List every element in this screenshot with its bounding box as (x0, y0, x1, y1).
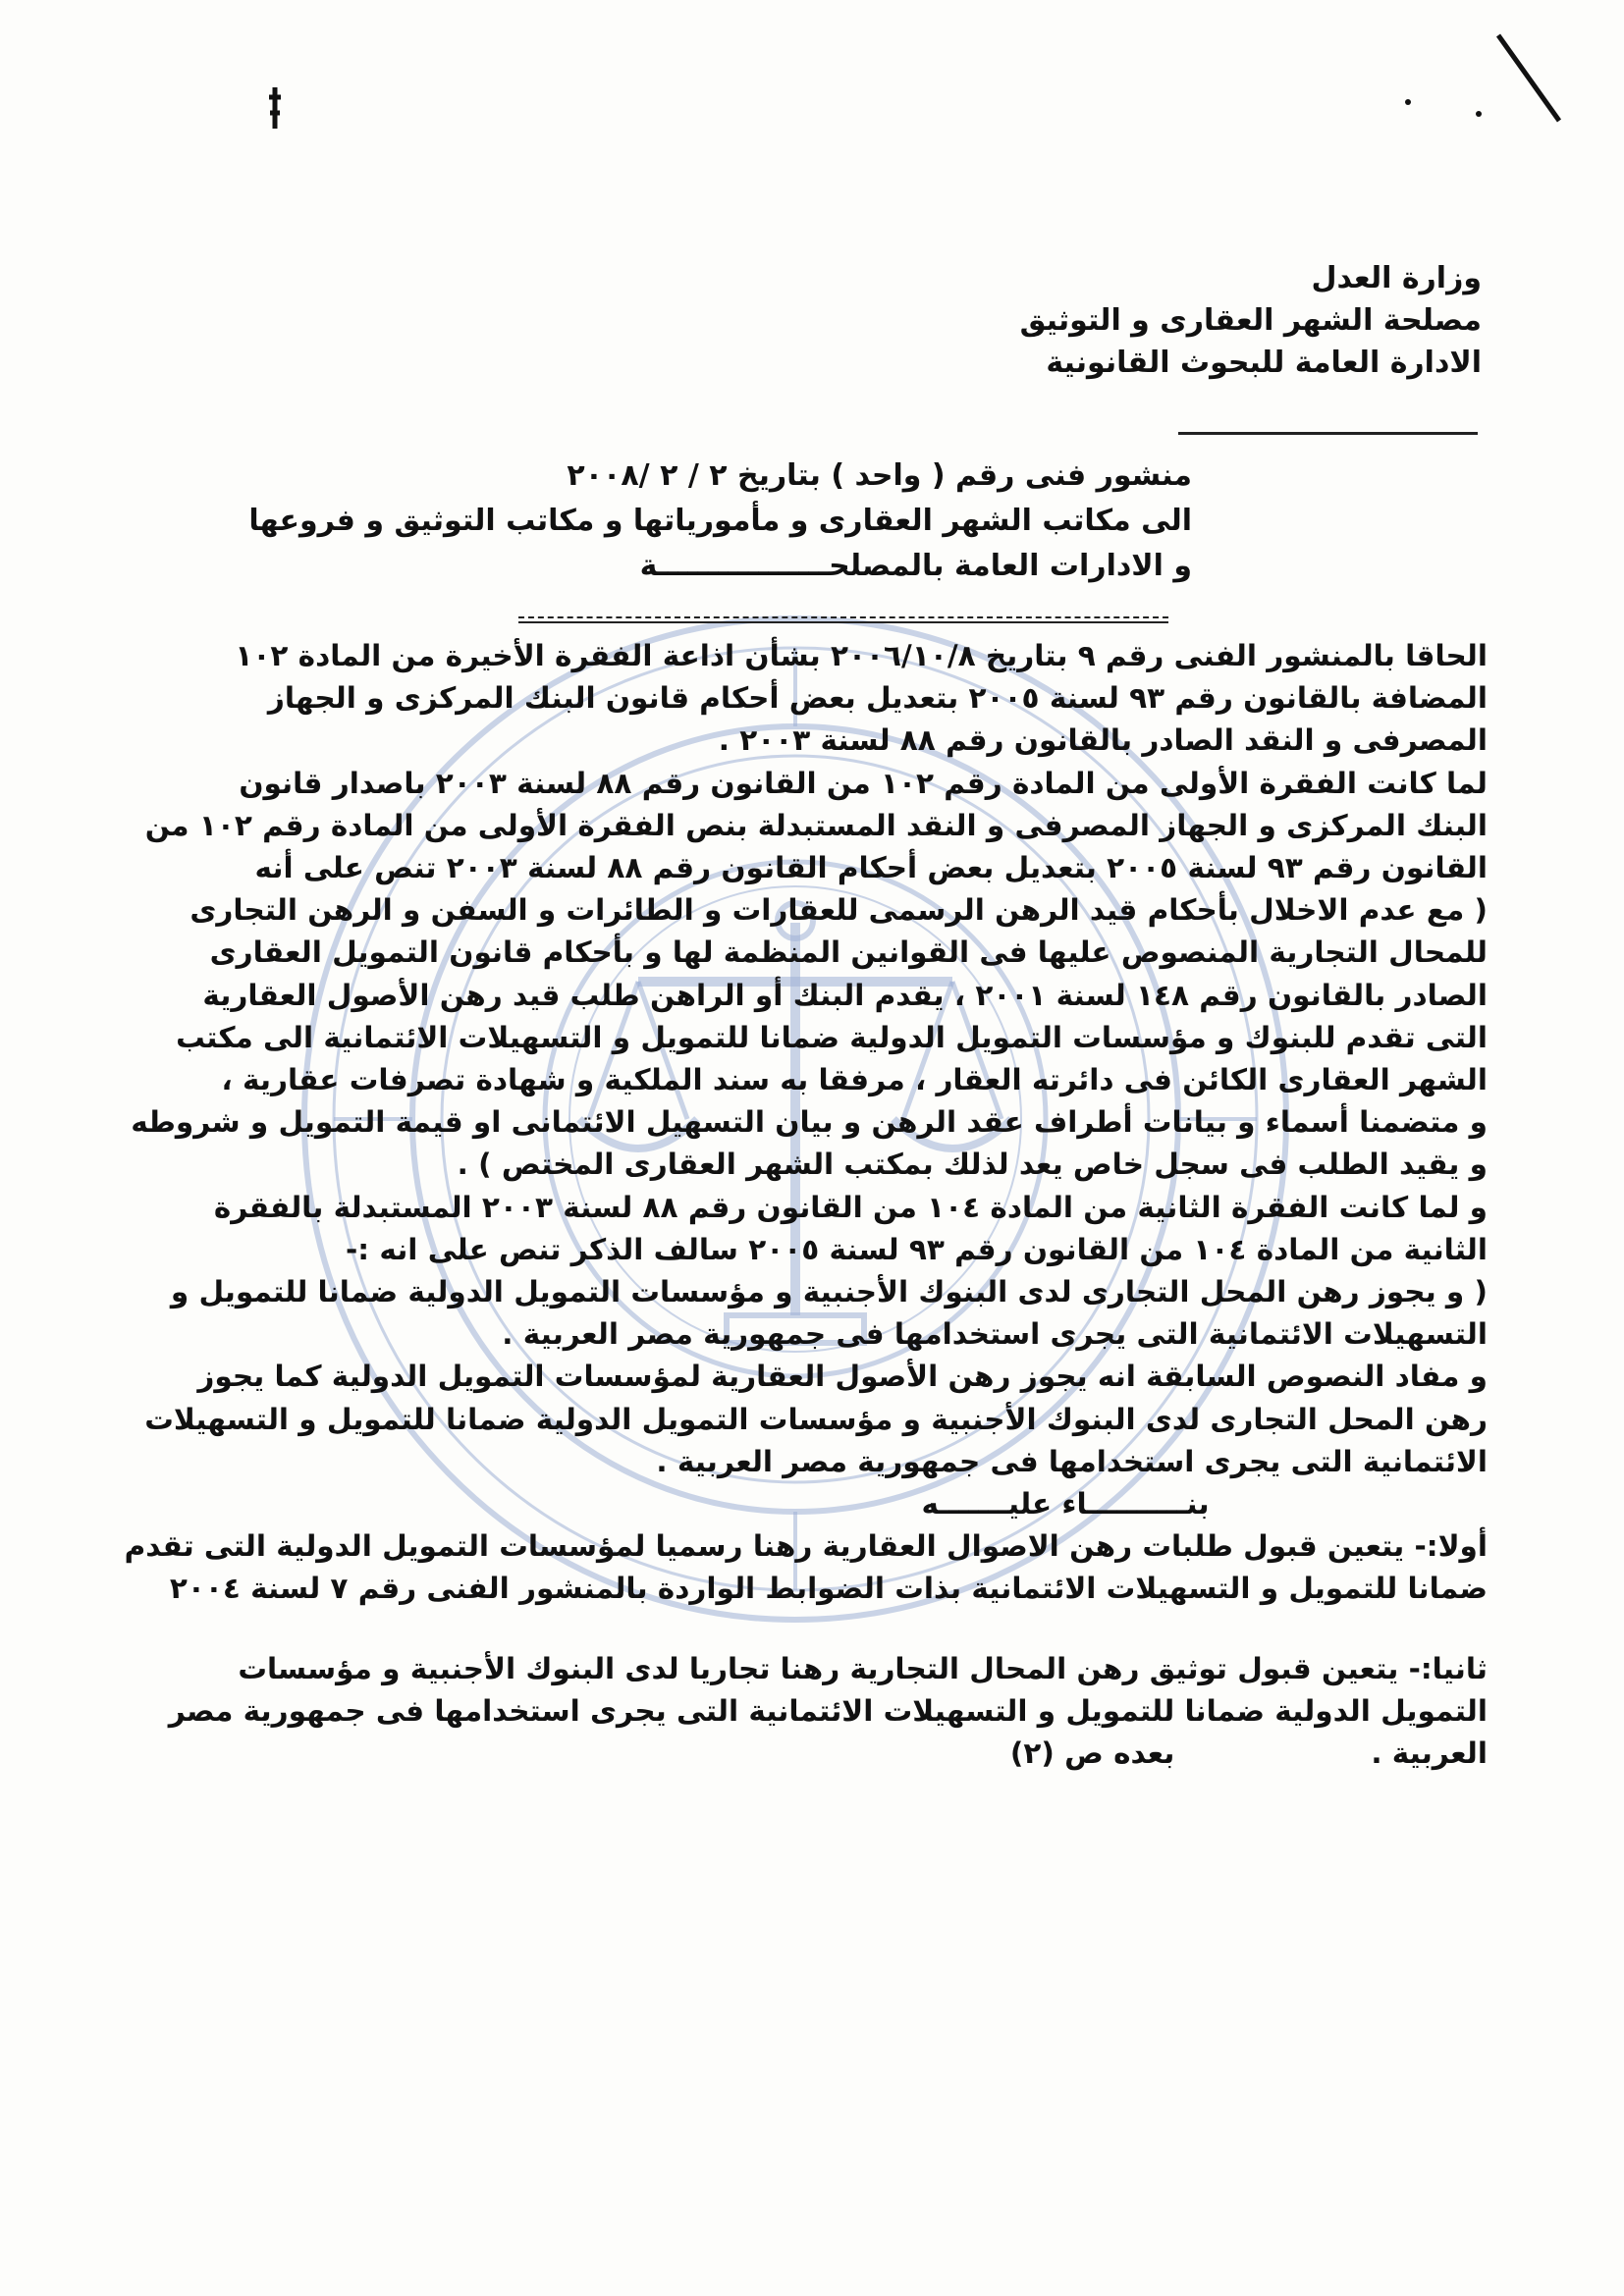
circular-title (248, 454, 1192, 589)
department-name: مصلحة الشهر العقارى و التوثيق (1019, 303, 1482, 338)
body-line: المصرفى و النقد الصادر بالقانون رقم ٨٨ لسنة ٢٠٠٣ . (718, 723, 1488, 758)
circular-number: منشور فنى رقم ( واحد ) بتاريخ ٢ / ٢ /٢٠٠٨ (567, 458, 1192, 493)
body-line: الثانية من المادة ١٠٤ من القانون رقم ٩٣ لسنة ٢٠٠٥ سالف الذكر تنص على انه :- (346, 1232, 1488, 1266)
body-line: ( و يجوز رهن المحل التجارى لدى البنوك الأجنبية و مؤسسات التمويل الدولية ضمانا للتمويل و (170, 1275, 1488, 1309)
body-line: و لما كانت الفقرة الثانية من المادة ١٠٤ من القانون رقم ٨٨ لسنة ٢٠٠٣ المستبدلة بالفقرة (213, 1190, 1488, 1224)
second-directive-line: ثانيا:- يتعين قبول توثيق رهن المحال التجارية رهنا تجاريا لدى البنوك الأجنبية و مؤسسات (238, 1651, 1488, 1685)
body-line: الصادر بالقانون رقم ١٤٨ لسنة ٢٠٠١ ، يقدم البنك أو الراهن طلب قيد رهن الأصول العقارية (202, 978, 1488, 1012)
body-line: التسهيلات الائتمانية التى يجرى استخدامها فى جمهورية مصر العربية . (502, 1317, 1488, 1352)
body-line: البنك المركزى و الجهاز المصرفى و النقد المستبدلة بنص الفقرة الأولى من المادة رقم ١٠٢ من (144, 808, 1488, 842)
body-line: المضافة بالقانون رقم ٩٣ لسنة ٢٠٠٥ بتعديل بعض أحكام قانون البنك المركزى و الجهاز (267, 681, 1488, 716)
body-line: الحاقا بالمنشور الفنى رقم ٩ بتاريخ ٢٠٠٦/١٠/٨ بشأن اذاعة الفقرة الأخيرة من المادة ١٠٢ (235, 639, 1488, 672)
first-directive-line: ضمانا للتمويل و التسهيلات الائتمانية بذات الضوابط الواردة بالمنشور الفنى رقم ٧ لسنة ٢٠٠٤ (169, 1572, 1488, 1606)
body-line: للمحال التجارية المنصوص عليها فى القوانين المنظمة لها و بأحكام قانون التمويل العقارى (209, 935, 1488, 970)
body-line: و مفاد النصوص السابقة انه يجوز رهن الأصول العقارية لمؤسسات التمويل الدولية كما يجوز (197, 1360, 1488, 1394)
body-line: و متضمنا أسماء و بيانات أطراف عقد الرهن و بيان التسهيل الائتمانى او قيمة التمويل و شروطه (131, 1105, 1488, 1140)
second-directive-line: التمويل الدولية ضمانا للتمويل و التسهيلات الائتمانية التى يجرى استخدامها فى جمهورية مصر (168, 1693, 1488, 1728)
first-directive-line: أولا:- يتعين قبول طلبات رهن الاصوال العقارية رهنا رسميا لمؤسسات التمويل الدولية التى تقدم (124, 1529, 1488, 1564)
directorate-name: الادارة العامة للبحوث القانونية (1046, 346, 1482, 380)
body-line: لما كانت الفقرة الأولى من المادة رقم ١٠٢ من القانون رقم ٨٨ لسنة ٢٠٠٣ باصدار قانون (239, 766, 1488, 800)
body-line: الائتمانية التى يجرى استخدامها فى جمهورية مصر العربية . (656, 1444, 1488, 1478)
spacer (270, 1611, 1488, 1648)
body-line: رهن المحل التجارى لدى البنوك الأجنبية و مؤسسات التمويل الدولية ضمانا للتمويل و التسهيلات (144, 1402, 1488, 1436)
second-directive-line (270, 1733, 1488, 1775)
title-divider (518, 616, 1168, 618)
scan-mark-icon (1400, 94, 1489, 124)
ministry-name: وزارة العدل (1311, 261, 1482, 295)
scan-mark-icon (1490, 27, 1569, 126)
body-line: ( مع عدم الاخلال بأحكام قيد الرهن الرسمى للعقارات و الطائرات و السفن و الرهن التجارى (189, 893, 1488, 928)
body-line: الشهر العقارى الكائن فى دائرته العقار ، مرفقا به سند الملكية و شهادة تصرفات عقارية ، (221, 1063, 1488, 1097)
circular-recipients: الى مكاتب الشهر العقارى و مأمورياتها و مكاتب التوثيق و فروعها (248, 504, 1192, 538)
circular-recipients-2: و الادارات العامة بالمصلحـــــــــــــــــة (639, 549, 1192, 583)
ministry-header (1020, 257, 1482, 384)
therefore-heading: بنــــــــــاء عليـــــــه (921, 1487, 1210, 1522)
second-directive-end: العربية . (1371, 1736, 1488, 1771)
body-line: التى تقدم للبنوك و مؤسسات التمويل الدولية ضمانا للتمويل و التسهيلات الائتمانية الى مكتب (176, 1020, 1488, 1054)
next-page-note: بعده ص (٢) (1009, 1736, 1175, 1771)
circular-body (124, 635, 1488, 1775)
body-line: و يقيد الطلب فى سجل خاص يعد لذلك بمكتب الشهر العقارى المختص ) . (457, 1148, 1488, 1182)
body-line: القانون رقم ٩٣ لسنة ٢٠٠٥ بتعديل بعض أحكام القانون رقم ٨٨ لسنة ٢٠٠٣ تنص على أنه (254, 851, 1488, 885)
header-divider (1178, 432, 1478, 435)
title-divider (518, 621, 1168, 623)
scan-mark-icon (263, 83, 287, 133)
